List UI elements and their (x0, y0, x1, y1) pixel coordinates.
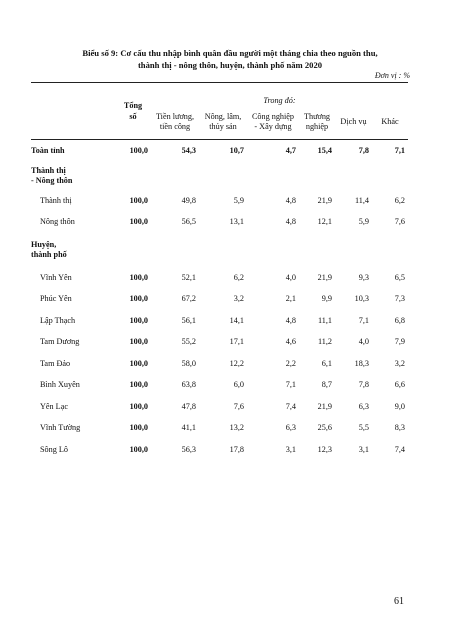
cell-value: 17,1 (229, 337, 244, 347)
cell-value: 18,3 (354, 358, 369, 368)
cell-value: 12,1 (317, 217, 332, 227)
table-row (31, 417, 408, 439)
cell-value: 58,0 (181, 358, 196, 368)
cell-total: 100,0 (129, 195, 148, 205)
cell-value: 10,3 (354, 294, 369, 304)
cell-value: 5,5 (358, 423, 369, 433)
cell-value: 14,1 (229, 315, 244, 325)
cell-value: 7,6 (394, 217, 405, 227)
cell-value: 52,1 (181, 272, 196, 282)
group-heading-urban-rural: Thành thị - Nông thôn (31, 165, 73, 185)
cell-value: 11,2 (317, 337, 332, 347)
cell-value: 5,9 (358, 217, 369, 227)
table-row (31, 267, 408, 289)
cell-value: 12,2 (229, 358, 244, 368)
income-structure-table (31, 82, 408, 460)
cell-value: 6,2 (233, 272, 244, 282)
title-line-2: thành thị - nông thôn, huyện, thành phố năm 2020 (137, 60, 323, 70)
cell-total: 100,0 (129, 217, 148, 227)
cell-value: 5,9 (233, 195, 244, 205)
cell-value: 55,2 (181, 337, 196, 347)
cell-value: 7,8 (358, 380, 369, 390)
cell-value: 4,8 (285, 217, 296, 227)
cell-value: 4,8 (285, 195, 296, 205)
table-row (31, 374, 408, 396)
cell-value: 9,9 (321, 294, 332, 304)
cell-value: 7,6 (233, 401, 244, 411)
row-label: Thành thị (40, 195, 72, 205)
table-row (31, 331, 408, 353)
table-row-total: Toàn tỉnh 100,0 54,3 10,7 4,7 15,4 7,8 7,1 (31, 146, 405, 156)
cell-total: 100,0 (129, 444, 148, 454)
cell-value: 49,8 (181, 195, 196, 205)
row-label: Bình Xuyên (40, 380, 80, 390)
cell-value: 12,3 (317, 444, 332, 454)
row-label: Tam Đảo (40, 358, 71, 368)
cell-value: 47,8 (181, 401, 196, 411)
cell-value: 41,1 (181, 423, 196, 433)
cell-value: 7,1 (285, 380, 296, 390)
cell-value: 6,1 (321, 358, 332, 368)
table-row (31, 310, 408, 332)
cell-value: 11,4 (354, 195, 369, 205)
cell-value: 6,3 (285, 423, 296, 433)
table-row (31, 439, 408, 461)
cell-value: 6,6 (394, 380, 405, 390)
cell-total: 100,0 (129, 272, 148, 282)
header-blank (31, 83, 115, 140)
cell-value: 7,1 (358, 315, 369, 325)
cell-value: 11,1 (317, 315, 332, 325)
cell-value: 25,6 (317, 423, 332, 433)
cell-total: 100,0 (129, 380, 148, 390)
cell-value: 3,2 (394, 358, 405, 368)
row-label: Sông Lô (40, 444, 68, 454)
header-industry: Công nghiệp - Xây dựng (251, 112, 295, 131)
table-row (31, 353, 408, 375)
table-title (40, 47, 420, 71)
cell-value: 21,9 (317, 195, 332, 205)
header-agriculture: Nông, lâm, thủy sản (204, 112, 242, 131)
header-services: Dịch vụ (340, 117, 367, 126)
header-total: Tổng số (123, 101, 143, 121)
cell-value: 6,8 (394, 315, 405, 325)
cell-value: 56,3 (181, 444, 196, 454)
cell-total: 100,0 (129, 401, 148, 411)
cell-value: 13,1 (229, 217, 244, 227)
header-wages: Tiền lương, tiền công (155, 112, 195, 131)
cell-value: 4,0 (285, 272, 296, 282)
table-row (31, 211, 408, 233)
row-label: Vĩnh Tường (40, 423, 81, 433)
cell-value: 6,3 (358, 401, 369, 411)
row-label: Phúc Yên (40, 294, 72, 304)
cell-value: 56,5 (181, 217, 196, 227)
cell-total: 100,0 (129, 337, 148, 347)
table-row (31, 190, 408, 212)
cell-total: 100,0 (129, 294, 148, 304)
cell-value: 67,2 (181, 294, 196, 304)
title-line-1: Biểu số 9: Cơ cấu thu nhập bình quân đầu người một tháng chia theo nguồn thu, (82, 48, 378, 58)
row-label: Tam Dương (40, 337, 80, 347)
header-other: Khác (381, 117, 399, 126)
page-number: 61 (394, 596, 404, 607)
row-label: Vĩnh Yên (40, 272, 72, 282)
cell-value: 7,9 (394, 337, 405, 347)
cell-total: 100,0 (129, 315, 148, 325)
cell-value: 6,5 (394, 272, 405, 282)
row-label: Nông thôn (40, 217, 75, 227)
cell-value: 2,1 (285, 294, 296, 304)
cell-value: 21,9 (317, 401, 332, 411)
cell-value: 6,0 (233, 380, 244, 390)
cell-value: 8,3 (394, 423, 405, 433)
cell-value: 2,2 (285, 358, 296, 368)
header-of-which: Trong đó: (263, 96, 296, 105)
cell-value: 4,8 (285, 315, 296, 325)
cell-value: 4,6 (285, 337, 296, 347)
cell-value: 3,2 (233, 294, 244, 304)
cell-value: 13,2 (229, 423, 244, 433)
header-trade: Thương nghiệp (303, 112, 331, 131)
group-heading-districts: Huyện, thành phố (31, 239, 67, 259)
unit-label: Đơn vị : % (374, 71, 410, 80)
cell-value: 7,4 (394, 444, 405, 454)
cell-value: 8,7 (321, 380, 332, 390)
cell-value: 9,0 (394, 401, 405, 411)
cell-value: 3,1 (358, 444, 369, 454)
cell-value: 17,8 (229, 444, 244, 454)
cell-value: 9,3 (358, 272, 369, 282)
row-label: Lập Thạch (40, 315, 76, 325)
cell-value: 4,0 (358, 337, 369, 347)
cell-value: 21,9 (317, 272, 332, 282)
cell-total: 100,0 (129, 358, 148, 368)
cell-value: 7,4 (285, 401, 296, 411)
cell-total: 100,0 (129, 423, 148, 433)
cell-value: 6,2 (394, 195, 405, 205)
cell-value: 7,3 (394, 294, 405, 304)
cell-value: 3,1 (285, 444, 296, 454)
table-row (31, 396, 408, 418)
cell-value: 63,8 (181, 380, 196, 390)
row-label: Yên Lạc (40, 401, 68, 411)
cell-value: 56,1 (181, 315, 196, 325)
table-row (31, 288, 408, 310)
